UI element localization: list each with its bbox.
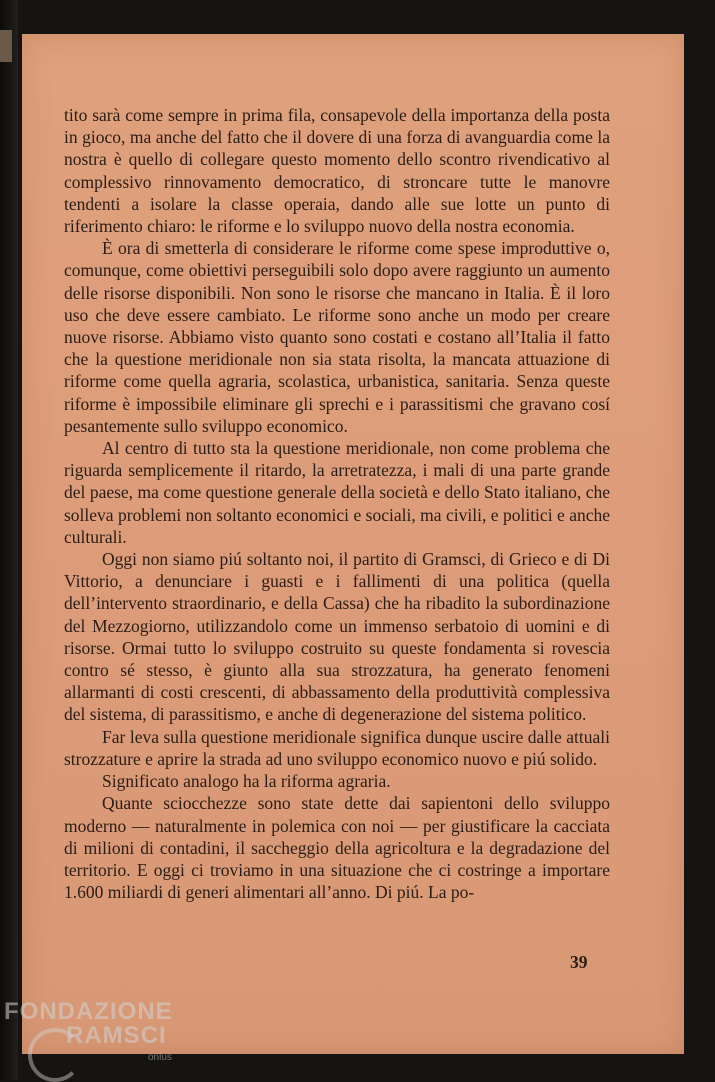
watermark-onlus: onlus xyxy=(148,1052,172,1063)
scan-background-edge xyxy=(0,0,18,1080)
paragraph-1: tito sarà come sempre in prima fila, consapevole della importanza della posta in gioco, ma anche del fatto che il dovere di una forza di avanguardia come la nostra è quello di collegare questo momento dello scontro rivendicativo al complessivo rinnovamento democratico, di stroncare tutte le manovre tendenti a isolare la classe operaia, dando alle sue lotte un punto di riferimento chiaro: le riforme e lo sviluppo nuovo della nostra economia. xyxy=(64,105,610,237)
paragraph-3: Al centro di tutto sta la questione meridionale, non come problema che riguarda semplicemente il ritardo, la arretratezza, i mali di una parte grande del paese, ma come questione generale della società e dello Stato italiano, che solleva problemi non soltanto economici e sociali, ma civili, e politici e anche culturali. xyxy=(64,438,610,547)
watermark-line-2: RAMSCI xyxy=(66,1022,167,1049)
body-text xyxy=(64,104,610,903)
watermark-logo xyxy=(4,996,184,1080)
paragraph-7: Quante sciocchezze sono state dette dai sapientoni dello sviluppo moderno — naturalmente in polemica con noi — per giustificare la cacciata di milioni di contadini, il saccheggio della agricoltura e la degradazione del territorio. E oggi ci troviamo in una situazione che ci costringe a importare 1.600 miliardi di generi alimentari all’anno. Di piú. La po- xyxy=(64,793,610,903)
paragraph-2: È ora di smetterla di considerare le riforme come spese improduttive o, comunque, come obiettivi perseguibili solo dopo avere raggiunto un aumento delle risorse disponibili. Non sono le risorse che mancano in Italia. È il loro uso che deve essere cambiato. Le riforme sono anche un modo per creare nuove risorse. Abbiamo visto quanto sono costati e costano all’Italia il fatto che la questione meridionale non sia stata risolta, la mancata attuazione di riforme come quella agraria, scolastica, urbanistica, sanitaria. Senza queste riforme è impossibile eliminare gli sprechi e i parassitismi che gravano cosí pesantemente sullo sviluppo economico. xyxy=(64,238,610,436)
paragraph-4: Oggi non siamo piú soltanto noi, il partito di Gramsci, di Grieco e di Di Vittorio, a denunciare i guasti e i fallimenti di una politica (quella dell’intervento straordinario, e della Cassa) che ha ribadito la subordinazione del Mezzogiorno, utilizzandolo come un immenso serbatoio di uomini e di risorse. Ormai tutto lo sviluppo costruito su queste fondamenta si rovescia contro sé stesso, è giunto alla sua strozzatura, ha generato fenomeni allarmanti di costi crescenti, di abbassamento della produttività complessiva del sistema, di parassitismo, e anche di degenerazione del sistema politico. xyxy=(64,549,610,725)
paragraph-5: Far leva sulla questione meridionale significa dunque uscire dalle attuali strozzature e aprire la strada ad uno sviluppo economico nuovo e piú solido. xyxy=(64,726,610,769)
page-number: 39 xyxy=(570,952,588,972)
paragraph-6: Significato analogo ha la riforma agraria. xyxy=(102,771,391,792)
scan-page-tab xyxy=(0,30,12,62)
document-page xyxy=(22,34,684,1054)
watermark-line-1: FONDAZIONE xyxy=(4,998,173,1025)
